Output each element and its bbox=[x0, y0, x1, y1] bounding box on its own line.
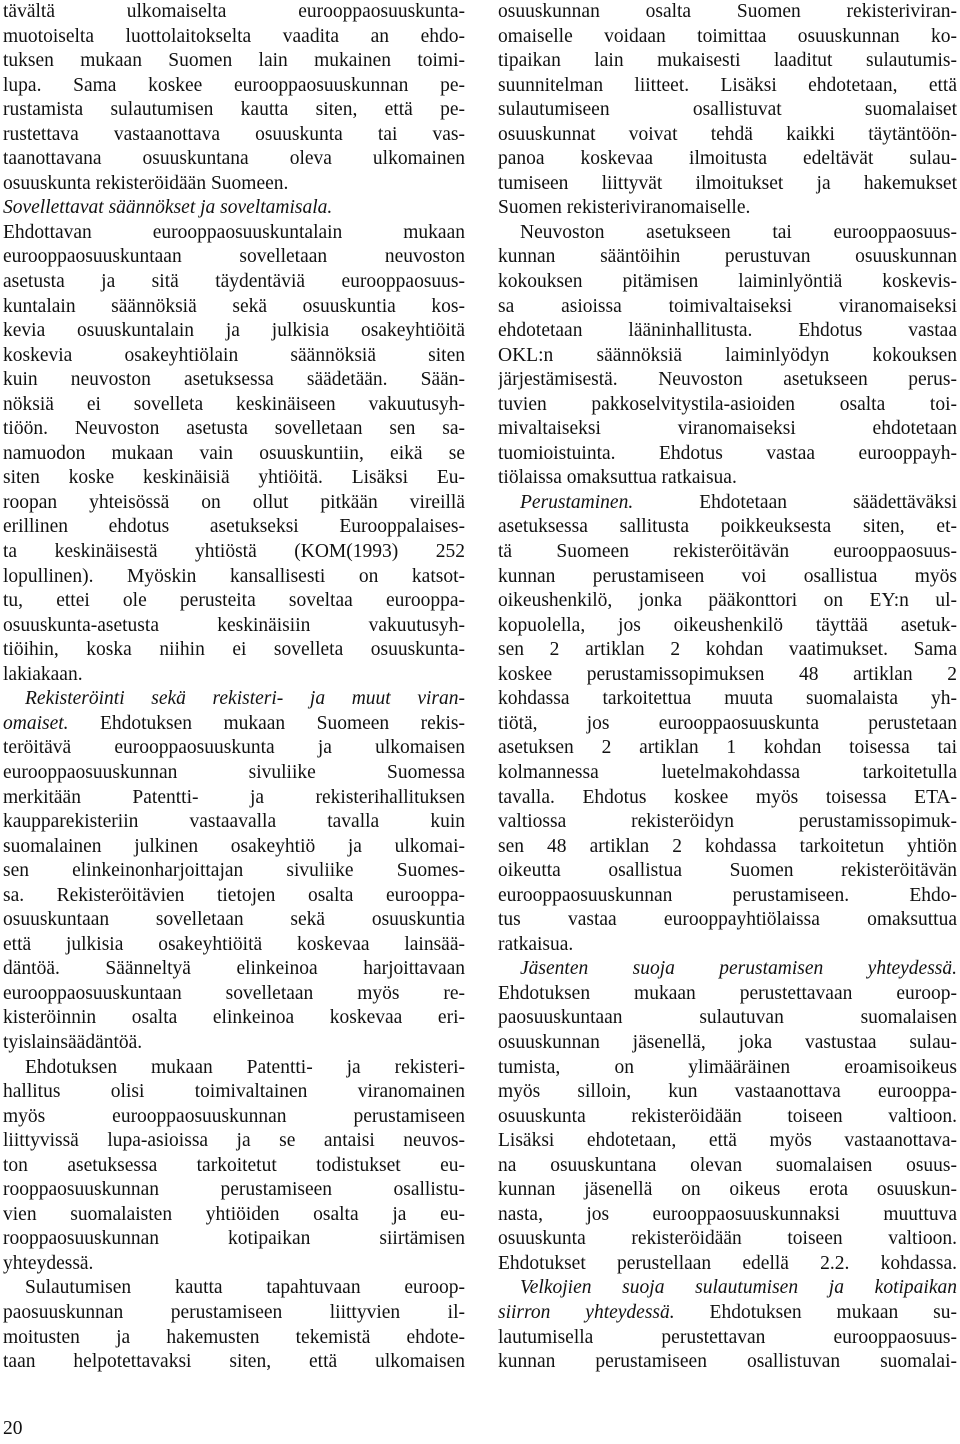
text-line bbox=[3, 712, 465, 737]
text-line: roopan yhteisössä on ollut pitkään vireillä bbox=[3, 491, 465, 513]
text-line: Ehdotukset perustellaan edellä 2.2. kohdassa. bbox=[498, 1252, 957, 1274]
text-line: osuuskunta rekisteröidään toiseen valtioon. bbox=[498, 1105, 957, 1127]
text-line: mivaltaiseksi viranomaiseksi ehdotetaan bbox=[498, 418, 957, 440]
text-line: myös silloin, kun vastaanottava eurooppa- bbox=[498, 1081, 957, 1103]
text-line: nasta, jos eurooppaosuuskunnaksi muuttuva bbox=[498, 1203, 957, 1225]
text-line: kohdassa tarkoitettua muuta suomalaista yh- bbox=[498, 688, 957, 710]
text-line: muotoiselta luottolaitokselta vaadita an ehdo- bbox=[3, 25, 465, 47]
text-line: tus vastaa eurooppayhtiölaissa omaksuttua bbox=[498, 909, 957, 931]
text-line: paosuuskunnan perustamiseen liittyvien il- bbox=[3, 1301, 465, 1323]
text-line: na osuuskuntana olevan suomalaisen osuus- bbox=[498, 1154, 957, 1176]
text-line: kuntalain säännöksiä sekä osuuskuntia kos- bbox=[3, 295, 465, 317]
text-line: kunnan perustamiseen voi osallistua myös bbox=[498, 565, 957, 587]
italic-heading: omaiset. bbox=[3, 712, 69, 734]
text-line: kokouksen pitämisen laiminlyöntiä koskevis- bbox=[498, 271, 957, 293]
text-line: lakiakaan. bbox=[3, 663, 83, 685]
text-line: asetuksen 2 artiklan 1 kohdan toisessa tai bbox=[498, 737, 957, 759]
text-line: tiöön. Neuvoston asetusta sovelletaan sen sa- bbox=[3, 418, 465, 440]
text-line: nöksiä ei sovelleta keskinäiseen vakuutusyh- bbox=[3, 393, 465, 415]
text-line: oikeutta osallistua Suomen rekisteröitävän bbox=[498, 860, 957, 882]
page-number: 20 bbox=[3, 1418, 23, 1439]
text-line: tiöihin, koska niihin ei sovelleta osuuskunta- bbox=[3, 639, 465, 661]
text-line: osuuskunta rekisteröidään Suomeen. bbox=[3, 172, 289, 194]
text-line: kunnan perustamiseen osallistuvan suomalai- bbox=[498, 1351, 957, 1373]
text-line: oikeushenkilö, jonka pääkonttori on EY:n ul- bbox=[498, 590, 957, 612]
text-line: tyislainsäädäntöä. bbox=[3, 1031, 143, 1053]
text-line: sen elinkeinonharjoittajan sivuliike Suomes- bbox=[3, 860, 465, 882]
text-span: Ehdotuksen mukaan su- bbox=[674, 1301, 957, 1323]
text-line: rustamista sulautumisen kautta siten, että pe- bbox=[3, 99, 465, 121]
text-line bbox=[3, 687, 465, 712]
text-line: suomalainen julkinen osakeyhtiö ja ulkomai- bbox=[3, 835, 465, 857]
text-line: osuuskuntaan sovelletaan sekä osuuskuntia bbox=[3, 909, 465, 931]
text-span: Ehdotuksen mukaan Suomeen rekis- bbox=[68, 712, 465, 734]
text-line: osuuskunnat voivat tehdä kaikki täytäntöön- bbox=[498, 123, 957, 145]
text-line: hallitus olisi toimivaltainen viranomainen bbox=[3, 1081, 465, 1103]
text-line: paosuuskuntaan sulautuvan suomalaisen bbox=[498, 1007, 957, 1029]
text-line: rustettava vastaanottava osuuskunta tai vas- bbox=[3, 123, 465, 145]
text-line: eurooppaosuuskuntaan sovelletaan neuvoston bbox=[3, 246, 465, 268]
text-line: Ehdotuksen mukaan perustettavaan euroop- bbox=[498, 982, 957, 1004]
text-line bbox=[498, 1301, 957, 1326]
text-line: liittyvissä lupa-asioissa ja se antaisi neuvos- bbox=[3, 1130, 465, 1152]
text-line: panoa koskevaa ilmoitusta edeltävät sulau- bbox=[498, 148, 957, 170]
text-line: osuuskunnan osalta Suomen rekisteriviran- bbox=[498, 1, 957, 22]
text-line: ton asetuksessa tarkoitetut todistukset eu- bbox=[3, 1154, 465, 1176]
text-line: tuomioistuinta. Ehdotus vastaa eurooppayh- bbox=[498, 442, 957, 464]
text-line: Velkojien suoja sulautumisen ja kotipaikan bbox=[520, 1277, 957, 1299]
text-line: lupa. Sama koskee eurooppaosuuskunnan pe- bbox=[3, 74, 465, 96]
text-line: merkitään Patentti- ja rekisterihallituksen bbox=[3, 786, 465, 808]
text-line: siten koske keskinäisiä yhtiöitä. Lisäksi Eu- bbox=[3, 467, 465, 489]
text-line: rooppaosuuskunnan perustamiseen osallistu- bbox=[3, 1179, 465, 1201]
text-line: lopullinen). Myöskin kansallisesti on katsot- bbox=[3, 565, 465, 587]
text-line: tävältä ulkomaiselta eurooppaosuuskunta- bbox=[3, 1, 465, 22]
text-line: sulautumiseen osallistuvat suomalaiset bbox=[498, 99, 957, 121]
text-line: eurooppaosuuskuntaan sovelletaan myös re- bbox=[3, 982, 465, 1004]
text-line: sen 48 artiklan 2 kohdassa tarkoitetun yhtiön bbox=[498, 835, 957, 857]
text-line: eurooppaosuuskunnan perustamiseen. Ehdo- bbox=[498, 884, 957, 906]
text-line: lautumisella perustettavan eurooppaosuus- bbox=[498, 1326, 957, 1348]
text-line: Sovellettavat säännökset ja soveltamisala. bbox=[3, 197, 333, 219]
text-line: Ehdotuksen mukaan Patentti- ja rekisteri- bbox=[25, 1056, 465, 1078]
text-line: tiölaissa omaksuttua ratkaisua. bbox=[498, 467, 737, 489]
text-line: tumista, on ylimääräinen eroamisoikeus bbox=[498, 1056, 957, 1078]
text-line: yhteydessä. bbox=[3, 1252, 94, 1274]
text-line: kolmannessa luetelmakohdassa tarkoitetulla bbox=[498, 761, 957, 783]
text-line: sa. Rekisteröitävien tietojen osalta eurooppa- bbox=[3, 884, 465, 906]
italic-heading: Perustaminen. bbox=[520, 491, 634, 513]
text-line: asetuksessa sallitusta poikkeuksesta siten, et- bbox=[498, 516, 957, 538]
text-line: eurooppaosuuskunnan sivuliike Suomessa bbox=[3, 761, 465, 783]
text-line: kisteröinnin osalta elinkeinoa koskevaa eri- bbox=[3, 1007, 465, 1029]
text-line: kunnan sääntöihin perustuvan osuuskunnan bbox=[498, 246, 957, 268]
text-line: tu, ettei ole perusteita soveltaa eurooppa- bbox=[3, 590, 465, 612]
text-line: taanottavana osuuskuntana oleva ulkomainen bbox=[3, 148, 465, 170]
text-line: rooppaosuuskunnan kotipaikan siirtämisen bbox=[3, 1228, 465, 1250]
text-line: teröitävä eurooppaosuuskunta ja ulkomaisen bbox=[3, 737, 465, 759]
text-line: Suomen rekisteriviranomaiselle. bbox=[498, 197, 751, 219]
text-line: tuksen mukaan Suomen lain mukainen toimi- bbox=[3, 50, 465, 72]
text-line: kunnan jäsenellä on oikeus erota osuuskun- bbox=[498, 1179, 957, 1201]
text-line: koskevia osakeyhtiölain säännöksiä siten bbox=[3, 344, 465, 366]
text-line: ta keskinäisestä yhtiöstä (KOM(1993) 252 bbox=[3, 541, 465, 563]
text-line: koskee perustamissopimuksen 48 artiklan 2 bbox=[498, 663, 957, 685]
text-line: Sulautumisen kautta tapahtuvaan euroop- bbox=[25, 1277, 465, 1299]
text-line: kuin neuvoston asetuksessa säädetään. Sään- bbox=[3, 369, 465, 391]
text-line: Ehdottavan eurooppaosuuskuntalain mukaan bbox=[3, 221, 465, 243]
text-line: järjestämisestä. Neuvoston asetukseen perus- bbox=[498, 369, 957, 391]
text-line: tiötä, jos eurooppaosuuskunta perustetaan bbox=[498, 712, 957, 734]
text-line: myös eurooppaosuuskunnan perustamiseen bbox=[3, 1105, 465, 1127]
right-column bbox=[498, 0, 957, 1375]
text-line: ehdotetaan lääninhallitusta. Ehdotus vastaa bbox=[498, 320, 957, 342]
text-line: valtiossa rekisteröidyn perustamissopimuk- bbox=[498, 811, 957, 833]
text-line: suunnitelman liitteet. Lisäksi ehdotetaan, että bbox=[498, 74, 957, 96]
text-line: omaiselle voidaan toimittaa osuuskunnan ko- bbox=[498, 25, 957, 47]
text-line bbox=[498, 491, 957, 516]
text-line: kaupparekisteriin vastaavalla tavalla kuin bbox=[3, 811, 465, 833]
text-line: tavalla. Ehdotus koskee myös toisessa ETA- bbox=[498, 786, 957, 808]
text-line: tipaikan lain mukaisesti laaditut sulautumis- bbox=[498, 50, 957, 72]
text-span: Ehdotetaan säädettäväksi bbox=[633, 491, 957, 513]
text-line: Lisäksi ehdotetaan, että myös vastaanottava- bbox=[498, 1130, 957, 1152]
text-line: osuuskunta rekisteröidään toiseen valtioon. bbox=[498, 1228, 957, 1250]
left-column bbox=[3, 0, 465, 1375]
text-line: tumiseen liittyvät ilmoitukset ja hakemukset bbox=[498, 172, 957, 194]
text-line: asetusta ja sitä täydentäviä eurooppaosuus- bbox=[3, 271, 465, 293]
text-line: kevia osuuskuntalain ja julkisia osakeyhtiöitä bbox=[3, 320, 465, 342]
text-line: Jäsenten suoja perustamisen yhteydessä. bbox=[520, 958, 957, 980]
text-line: sen 2 artiklan 2 kohdan vaatimukset. Sama bbox=[498, 639, 957, 661]
text-line: erillinen ehdotus asetukseksi Eurooppalaises- bbox=[3, 516, 465, 538]
text-line: että julkisia osakeyhtiöitä koskevaa lainsää- bbox=[3, 933, 465, 955]
text-line: taan helpotettavaksi siten, että ulkomaisen bbox=[3, 1351, 465, 1373]
text-line: osuuskunta-asetusta keskinäisiin vakuutusyh- bbox=[3, 614, 465, 636]
text-line: däntöä. Säänneltyä elinkeinoa harjoittavaan bbox=[3, 958, 465, 980]
text-line: sa asioissa toimivaltaiseksi viranomaiseksi bbox=[498, 295, 957, 317]
text-line: OKL:n säännöksiä laiminlyödyn kokouksen bbox=[498, 344, 957, 366]
text-line: vien suomalaisten yhtiöiden osalta ja eu- bbox=[3, 1203, 465, 1225]
text-line: namuodon mukaan vain osuuskuntiin, eikä se bbox=[3, 442, 465, 464]
italic-heading: Rekisteröinti sekä rekisteri- ja muut viran- bbox=[25, 688, 465, 710]
text-line: tä Suomeen rekisteröitävän eurooppaosuus- bbox=[498, 541, 957, 563]
text-line: osuuskunnan jäsenellä, joka vastustaa sulau- bbox=[498, 1031, 957, 1053]
italic-heading: siirron yhteydessä. bbox=[498, 1301, 675, 1323]
text-line: tuvien pakkoselvitystila-asioiden osalta toi- bbox=[498, 393, 957, 415]
text-line: ratkaisua. bbox=[498, 933, 574, 955]
text-line: Neuvoston asetukseen tai eurooppaosuus- bbox=[520, 221, 957, 243]
text-line: moitusten ja hakemusten tekemistä ehdote- bbox=[3, 1326, 465, 1348]
text-line: kopuolella, jos oikeushenkilö täyttää asetuk- bbox=[498, 614, 957, 636]
